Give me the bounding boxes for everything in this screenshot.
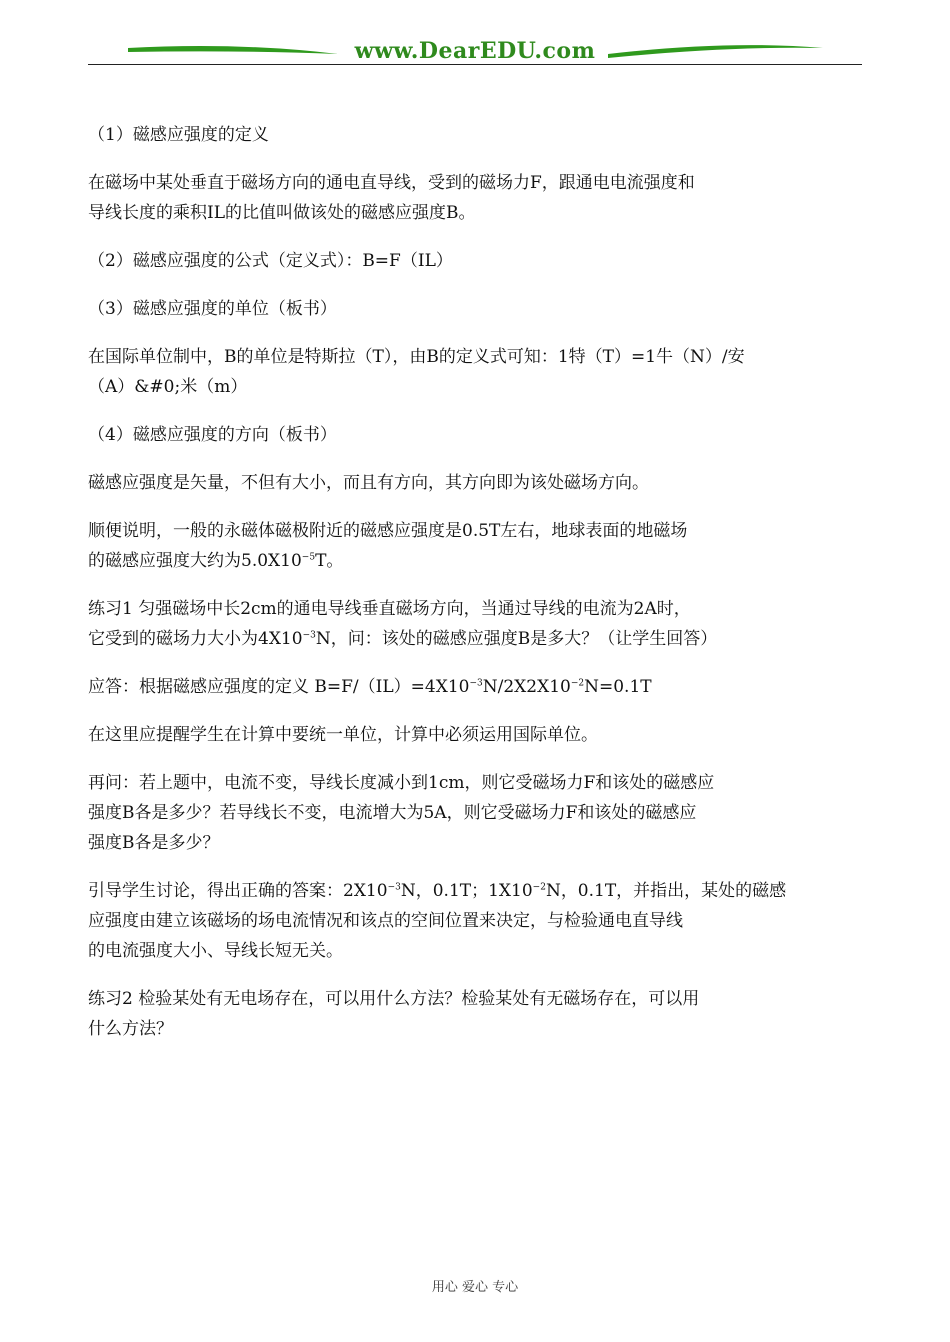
text-line: 的电流强度大小、导线长短无关。 (88, 941, 343, 961)
text-line: （A）&#0;米（m） (88, 377, 248, 397)
text-line: 的磁感应强度大约为$5.0X10^{-5}T$。 (88, 551, 344, 571)
text-line: 练习2 检验某处有无电场存在，可以用什么方法？检验某处有无磁场存在，可以用 (88, 989, 700, 1009)
text-line: 在这里应提醒学生在计算中要统一单位，计算中必须运用国际单位。 (88, 725, 598, 745)
paragraph (88, 294, 864, 324)
text-line: 在磁场中某处垂直于磁场方向的通电直导线，受到的磁场力F，跟通电电流强度和 (88, 173, 695, 193)
paragraph (88, 594, 864, 654)
text-line: （3）磁感应强度的单位（板书） (88, 299, 337, 319)
text-line: 它受到的磁场力大小为$4X10^{-3}N$，问：该处的磁感应强度B是多大？（让学生回答） (88, 629, 718, 649)
paragraph (88, 468, 864, 498)
paragraph (88, 516, 864, 576)
text-line: 强度B各是多少？ (88, 833, 220, 853)
paragraph (88, 768, 864, 858)
paragraph (88, 420, 864, 450)
text-line: （4）磁感应强度的方向（板书） (88, 425, 337, 445)
page-footer: 用心 爱心 专心 (431, 1280, 519, 1295)
header-divider (88, 64, 862, 65)
text-line: 练习1 匀强磁场中长2cm的通电导线垂直磁场方向，当通过导线的电流为2A时， (88, 599, 691, 619)
text-line: （2）磁感应强度的公式（定义式）：B=F（IL） (88, 251, 453, 271)
paragraph (88, 246, 864, 276)
paragraph (88, 342, 864, 402)
paragraph (88, 120, 864, 150)
paragraph (88, 720, 864, 750)
paragraph (88, 672, 864, 702)
paragraph (88, 168, 864, 228)
text-line: 强度B各是多少？若导线长不变，电流增大为5A，则它受磁场力F和该处的磁感应 (88, 803, 697, 823)
paragraph (88, 984, 864, 1044)
text-line: 导线长度的乘积IL的比值叫做该处的磁感应强度B。 (88, 203, 476, 223)
text-line: （1）磁感应强度的定义 (88, 125, 269, 145)
site-url: www.DearEDU.com (354, 38, 596, 64)
text-line: 磁感应强度是矢量，不但有大小，而且有方向，其方向即为该处磁场方向。 (88, 473, 649, 493)
paragraph (88, 876, 864, 966)
text-line: 再问：若上题中，电流不变，导线长度减小到1cm，则它受磁场力F和该处的磁感应 (88, 773, 715, 793)
text-line: 应强度由建立该磁场的场电流情况和该点的空间位置来决定，与检验通电直导线 (88, 911, 683, 931)
text-line: 引导学生讨论，得出正确的答案：$2X10^{-3}N$，0.1T；$1X10^{-2}N$，0.1T，并指出，某处的磁感 (88, 881, 787, 901)
text-line: 在国际单位制中，B的单位是特斯拉（T），由B的定义式可知：1特（T）=1牛（N）/安 (88, 347, 745, 367)
text-line: 什么方法？ (88, 1019, 173, 1039)
text-line: 顺便说明，一般的永磁体磁极附近的磁感应强度是0.5T左右，地球表面的地磁场 (88, 521, 688, 541)
document-body (88, 120, 864, 1062)
text-line: 应答：根据磁感应强度的定义 $B=F/(IL)=4X10^{-3}N/2X2X10^{-2}N=0.1T$ (88, 677, 652, 697)
